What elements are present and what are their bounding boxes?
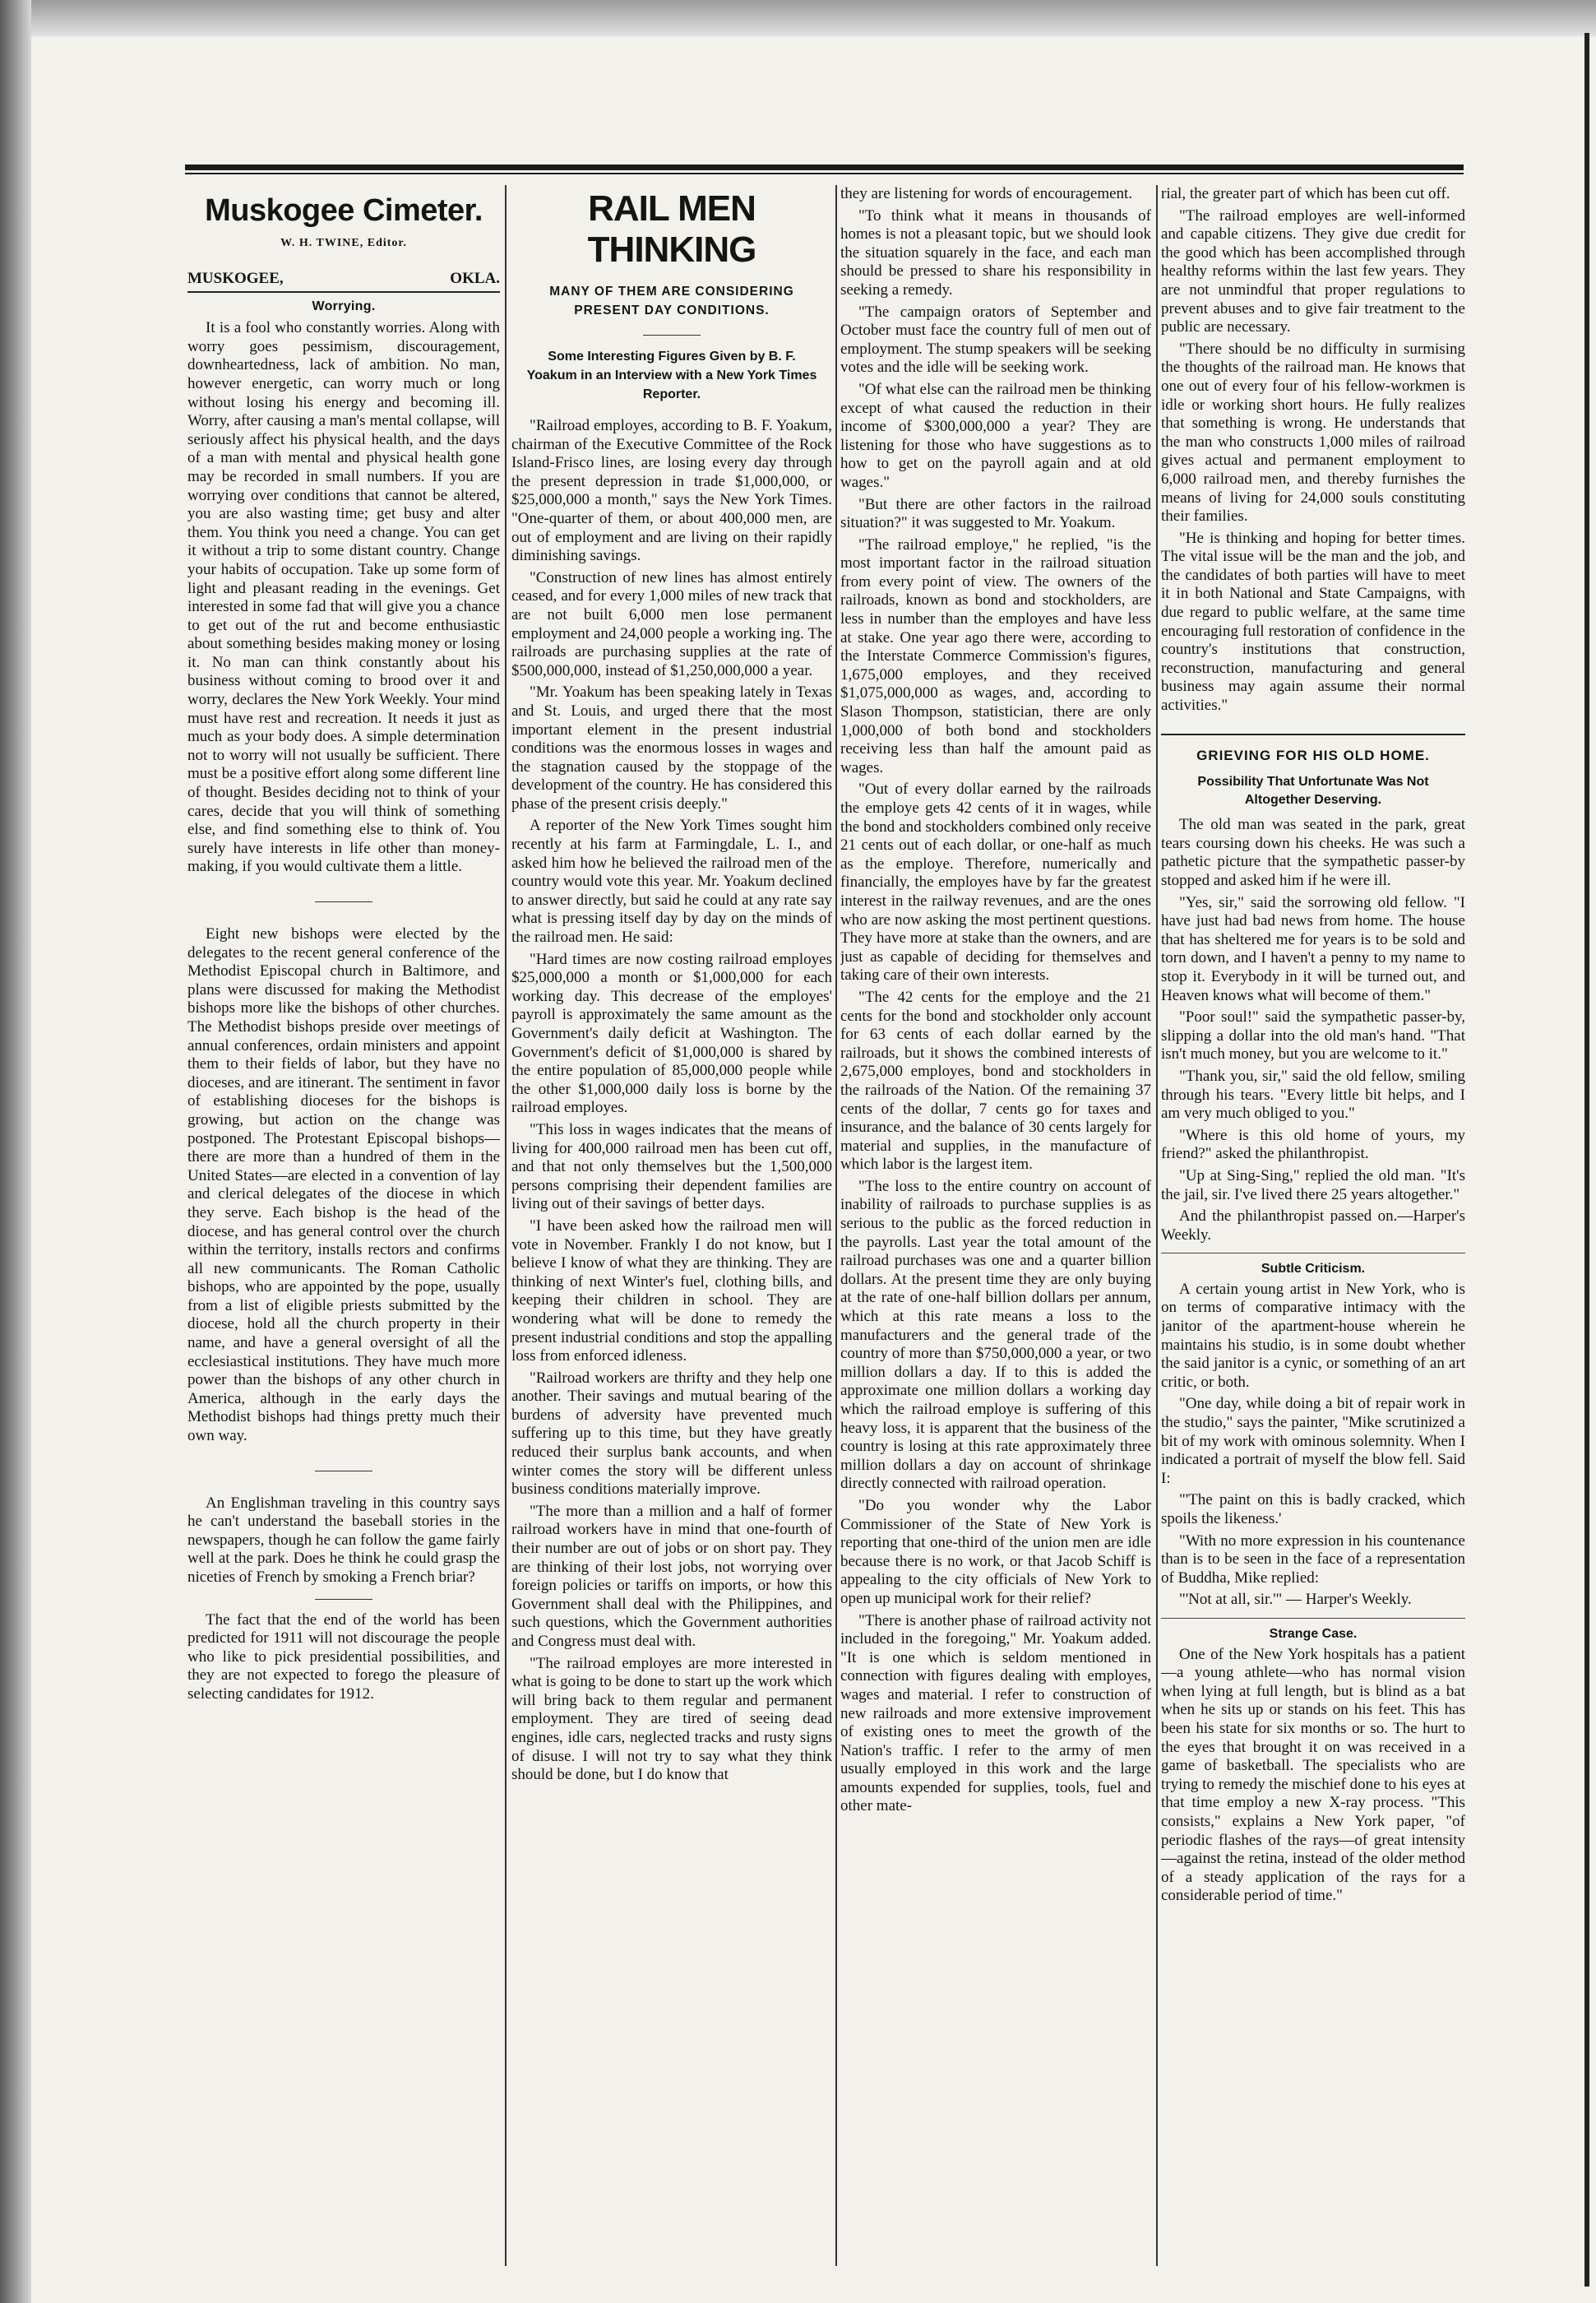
article-paragraph: "To think what it means in thousands of homes is not a pleasant topic, but we should look the situation squarely in the face, and each man should be pressed to share his responsibility in seeking a remedy. (840, 206, 1151, 299)
story-paragraph: The old man was seated in the park, great tears coursing down his cheeks. He was such a pathetic picture that the sympathetic passer-by stopped and asked him if he were ill. (1161, 816, 1465, 889)
column-4 (1161, 185, 1465, 2266)
article-paragraph: "The 42 cents for the employe and the 21 cents for the bond and stockholder only account for 63 cents of each dollar earned by the railroads, but it shows the combined interests of 2,675,000 employes, bond and stockholders in the railroads of the Nation. Of the remaining 37 cents of the dollar, 7 cents go for taxes and insurance, and the balance of 30 cents largely for material and supplies, in the manufacture of which labor is the largest item. (840, 988, 1151, 1174)
grieving-subheading: Possibility That Unfortunate Was Not Altogether Deserving. (1197, 775, 1429, 808)
column-1 (187, 185, 500, 2266)
worrying-article: It is a fool who constantly worries. Along with worry goes pessimism, discouragement, downheartedness, lack of ambition. No man, however energetic, can worry much or long without losing his energy and becoming ill. Worry, after causing a man's mental collapse, will seriously affect his physical health, and the days of a man with mental and physical health gone may be recorded in small numbers. If you are worrying over conditions that cannot be altered, you are also wasting time; get busy and alter them. You think you need a change. You can get it without a trip to some distant country. Change your habits of occupation. Take up some form of light and pleasant reading in the evenings. Get interested in some fad that will give you a chance to get out of the rut and become enthusiastic about something besides making money or losing it. No man can think constantly about his business without coming to brood over it and worry, declares the New York Weekly. Your mind must have rest and recreation. It needs it just as much as your body does. A simple determination not to worry will not usually be sufficient. There must be a positive effort along some different line of thought. Besides deciding not to think of your cares, decide that you will think of something else, and find something else to think of. You surely have interests in life other than money-making, if you would cultivate them a little. (187, 319, 500, 876)
article-paragraph: rial, the greater part of which has been cut off. (1161, 185, 1450, 202)
scan-border-top (31, 0, 1596, 36)
article-paragraph: A reporter of the New York Times sought him recently at his farm at Farmingdale, L. I., and asked him how he believed the railroad men of the country would vote this year. Mr. Yoakum declined to answer directly, but said he could at any rate say what is pressing itself day by day on the minds of the railroad men. He said: (511, 817, 832, 947)
dateline-state: OKLA. (450, 269, 500, 287)
column-rule-2 (835, 185, 837, 2266)
article-paragraph: "There is another phase of railroad activity not included in the foregoing," Mr. Yoakum added. "It is one which is seldom mentioned in connection with figures dealing with employes, wages and material. I refer to construction of new railroads and more extensive improvement of existing ones to meet the growth of the Nation's traffic. I refer to the army of men usually employed in this work and the large amounts expended for supplies, tools, fuel and other mate- (840, 1611, 1151, 1815)
article-paragraph: "Of what else can the railroad men be thinking except of what caused the reduction in their income of $300,000,000 a year? They are listening for those who have suggestions as to how to get on the payroll again and at old wages." (840, 380, 1151, 491)
dateline (187, 270, 500, 293)
story-paragraph: "'The paint on this is badly cracked, which spoils the likeness.' (1161, 1491, 1465, 1527)
column-rule-3 (1156, 185, 1158, 2266)
header-rule-thin (185, 173, 1464, 174)
article-paragraph: "Hard times are now costing railroad employes $25,000,000 a month or $1,000,000 for each working day. This decrease of the employes' payroll is approximately the same amount as the Government's daily deficit at Washington. The Government's deficit of $1,000,000 is shared by the entire population of 85,000,000 people while the other $1,000,000 daily loss is borne by the railroad employes. (511, 950, 832, 1117)
article-paragraph: "He is thinking and hoping for better times. The vital issue will be the man and the job, and the candidates of both parties will have to meet it in both National and State Campaigns, with due regard to public welfare, at the same time encouraging full restoration of confidence in the country's institutions that construction, reconstruction, manufacturing and general business may again assume their normal activities." (1161, 529, 1465, 715)
article-paragraph: "Construction of new lines has almost entirely ceased, and for every 1,000 miles of new track that are not built 6,000 men lose permanent employment and 24,000 people a working ing. The railroads are purchasing supplies at the rate of $500,000,000, instead of $1,250,000,000 a year. (511, 568, 832, 679)
story-paragraph: "Thank you, sir," said the old fellow, smiling through his tears. "Every little bit helps, and I am very much obliged to you." (1161, 1067, 1465, 1123)
article-paragraph: "The campaign orators of September and October must face the country full of men out of employment. The stump speakers will be seeking votes and the idle will be seeking work. (840, 303, 1151, 377)
article-paragraph: "I have been asked how the railroad men will vote in November. Frankly I do not know, but I believe I know of what they are thinking. They are thinking of next Winter's fuel, clothing bills, and keeping their children in school. They are wondering what will be done to remedy the present industrial conditions and stop the appalling loss from enforced idleness. (511, 1216, 832, 1365)
article-paragraph: "Out of every dollar earned by the railroads the employe gets 42 cents of it in wages, while the bond and stockholders combined only receive 21 cents out of each dollar, or one-half as much as the employe. Therefore, numerically and financially, the employes have by far the greatest interest in the railway revenues, and are the ones who are now asking the most pertinent questions. They have more at stake than the owners, and are just as capable of deciding for themselves and taking care of their own interests. (840, 781, 1151, 985)
story-paragraph: "'Not at all, sir.'" — Harper's Weekly. (1179, 1591, 1412, 1609)
story-paragraph: "Poor soul!" said the sympathetic passer-by, slipping a dollar into the old man's hand. "That isn't much money, but you are welcome to it." (1161, 1008, 1465, 1063)
article-paragraph: "There should be no difficulty in surmising the thoughts of the railroad man. He knows that one out of every four of his fellow-workmen is idle or working short hours. He fully realizes that something is wrong. He understands that the man who constructs 1,000 miles of railroad gives actual and permanent employment to 6,000 railroad men, and thereby furnishes the means of living for 24,000 souls constituting their families. (1161, 340, 1465, 526)
story-paragraph: "Where is this old home of yours, my friend?" asked the philanthropist. (1161, 1126, 1465, 1163)
grieving-heading: GRIEVING FOR HIS OLD HOME. (1161, 734, 1465, 766)
story-paragraph: One of the New York hospitals has a patient—a young athlete—who has normal vision when lying at full length, but is blind as a bat when he sits up or stands on his feet. This has been his state for six months or so. The hurt to the eyes that brought it on was received in a game of basketball. The specialists who are trying to remedy the mischief done to his eyes at that time employ a new X-ray process. "This consists," explains a New York paper, "of periodic flashes of the rays—of great intensity—against the retina, instead of the older method of a steady application of the rays for a considerable period of time." (1161, 1645, 1465, 1905)
article-paragraph: "Railroad employes, according to B. F. Yoakum, chairman of the Executive Committee of the Rock Island-Frisco lines, are losing every day through the present depression in trade $1,000,000, or $25,000,000 a month," says the New York Times. "One-quarter of them, or about 400,000 men, are out of employment and are living on their rapidly diminishing savings. (511, 417, 832, 565)
article-paragraph: "Railroad workers are thrifty and they help one another. Their savings and mutual bearing of the burdens of adversity have prevented much suffering up to this time, but they have greatly reduced their surplus bank accounts, and when winter comes the story will be different unless business conditions materially improve. (511, 1369, 832, 1499)
article-separator (315, 1599, 372, 1600)
article-paragraph: they are listening for words of encouragement. (840, 185, 1133, 202)
masthead-editor: W. H. TWINE, Editor. (280, 237, 407, 249)
story-paragraph: "Up at Sing-Sing," replied the old man. "It's the jail, sir. I've lived there 25 years altogether." (1161, 1166, 1465, 1203)
main-headline: RAIL MEN THINKING (587, 188, 756, 270)
column-rule-1 (505, 185, 507, 2266)
scan-border-left (0, 0, 31, 2303)
article-paragraph: "The more than a million and a half of former railroad workers have in mind that one-fourth of their number are out of jobs or on short pay. They are thinking of their lost jobs, not worrying over foreign policies or tariffs on imports, or how this Government shall deal with the Philippines, and such questions, which the Government authorities and Congress must deal with. (511, 1502, 832, 1650)
article-paragraph: "The railroad employe," he replied, "is the most important factor in the railroad situation from every point of view. The owners of the railroads, known as bond and stockholders, are less in number than the employes and have less at stake. One year ago there were, according to the Interstate Commerce Commission's figures, 1,675,000 employes, and they received $1,075,000,000 as wages, and, according to Slason Thompson, statistician, there are only 1,000,000 of both bond and stockholders receiving less than half the amount paid as wages. (840, 535, 1151, 776)
main-subdeck: Some Interesting Figures Given by B. F. Yoakum in an Interview with a New York Times Reporter. (526, 350, 817, 401)
article-separator (315, 901, 372, 902)
column-3 (840, 185, 1151, 2266)
story-paragraph: And the philanthropist passed on.—Harper's Weekly. (1161, 1207, 1465, 1244)
subtle-criticism-heading: Subtle Criticism. (1161, 1253, 1465, 1279)
column-2 (511, 185, 832, 2266)
story-paragraph: "With no more expression in his countenance than is to be seen in the face of a representation of Buddha, Mike replied: (1161, 1531, 1465, 1587)
header-rule (185, 164, 1464, 170)
main-deck: MANY OF THEM ARE CONSIDERING PRESENT DAY CONDITIONS. (549, 285, 794, 317)
article-paragraph: "The railroad employes are well-informed and capable citizens. They give due credit for the good which has been accomplished through healthy reforms within the last few years. They are not unmindful that proper regulations to prevent abuses and to give fair treatment to the public are necessary. (1161, 206, 1465, 336)
story-paragraph: "One day, while doing a bit of repair work in the studio," says the painter, "Mike scrutinized a bit of my work with ominous solemnity. When I indicated a portrait of myself the blow fell. Said I: (1161, 1395, 1465, 1487)
article-paragraph: "But there are other factors in the railroad situation?" it was suggested to Mr. Yoakum. (840, 495, 1151, 532)
world-end-article: The fact that the end of the world has been predicted for 1911 will not discourage the people who like to pick presidential possibilities, and they are not expected to forego the pleasure of selecting candidates for 1912. (187, 1610, 500, 1703)
article-paragraph: "Mr. Yoakum has been speaking lately in Texas and St. Louis, and urged there that the most important element in the present industrial conditions was the enormous losses in wages and the stagnation caused by the stoppage of the development of the country. He has considered this phase of the present crisis deeply." (511, 683, 832, 813)
article-paragraph: "This loss in wages indicates that the means of living for 400,000 railroad men has been cut off, and that not only themselves but the 1,500,000 persons comprising their dependent families are living out of their savings of better days. (511, 1120, 832, 1213)
article-paragraph: "Do you wonder why the Labor Commissioner of the State of New York is reporting that one-third of the union men are idle because there is no work, or that Jacob Schiff is appealing to the city officials of New York to open up municipal work for their relief? (840, 1496, 1151, 1607)
story-paragraph: A certain young artist in New York, who is on terms of comparative intimacy with the janitor of the apartment-house wherein he maintains his studio, is in some doubt whether the said janitor is a cynic, or something of an art critic, or both. (1161, 1280, 1465, 1391)
dateline-place: MUSKOGEE, (187, 269, 284, 287)
page-edge-rule (1584, 33, 1589, 2287)
strange-case-heading: Strange Case. (1161, 1618, 1465, 1644)
story-paragraph: "Yes, sir," said the sorrowing old fellow. "I have just had bad news from home. The house that has sheltered me for years is to be sold and torn down, and I haven't a penny to my name to stop it. Everybody in it will be turned out, and Heaven knows what will become of them." (1161, 893, 1465, 1004)
article-paragraph: "The loss to the entire country on account of inability of railroads to purchase supplies is as serious to the public as the forced reduction in the payrolls. Last year the total amount of the railroad purchases was one and a quarter billion dollars. At the present time they are only buying at the rate of one-half billion dollars per annum, which at this rate means a loss to the manufacturers and the general trade of the country of more than $750,000,000 a year, or two million dollars a day. If to this is added the approximate one million dollars a working day which the railroad employe is suffering of this heavy loss, it is apparent that the business of the country is losing at this rate approximately three million dollars a day on account of shrinkage directly connected with railroad operation. (840, 1177, 1151, 1493)
englishman-article: An Englishman traveling in this country says he can't understand the baseball stories in the newspapers, though he can follow the game fairly well at the park. Does he think he could grasp the niceties of French by smoking a French briar? (187, 1494, 500, 1586)
deck-rule (643, 335, 701, 336)
masthead-title: Muskogee Cimeter. (205, 193, 483, 228)
bishops-article: Eight new bishops were elected by the delegates to the recent general conference of the Methodist Episcopal church in Baltimore, and plans were discussed for making the Methodist bishops more like the bishops of other churches. The Methodist bishops preside over meetings of annual conferences, ordain ministers and appoint them to their fields of labor, but they have no dioceses, and are itinerant. The sentiment in favor of establishing dioceses for the bishops is growing, but action on the change was postponed. The Protestant Episcopal bishops—there are more than a hundred of them in the United States—are elected in a convention of lay and clerical delegates of the diocese in which they serve. Each bishop is the head of the diocese, and has general control over the church within the territory, installs rectors and confirms all new communicants. The Roman Catholic bishops, who are appointed by the pope, usually from a list of eligible priests submitted by the diocese, hold all the church property in their name, and have a general oversight of all the ecclesiastical institutions. They have much more power than the bishops of any other church in America, although in the early days the Methodist bishops had things pretty much their own way. (187, 925, 500, 1445)
article-paragraph: "The railroad employes are more interested in what is going to be done to start up the work which will bring back to them regular and permanent employment. They are tired of seeing dead engines, idle cars, neglected tracks and rusty signs of disuse. I will not try to say what they think should be done, but I do know that (511, 1654, 832, 1784)
worrying-heading: Worrying. (312, 299, 376, 313)
